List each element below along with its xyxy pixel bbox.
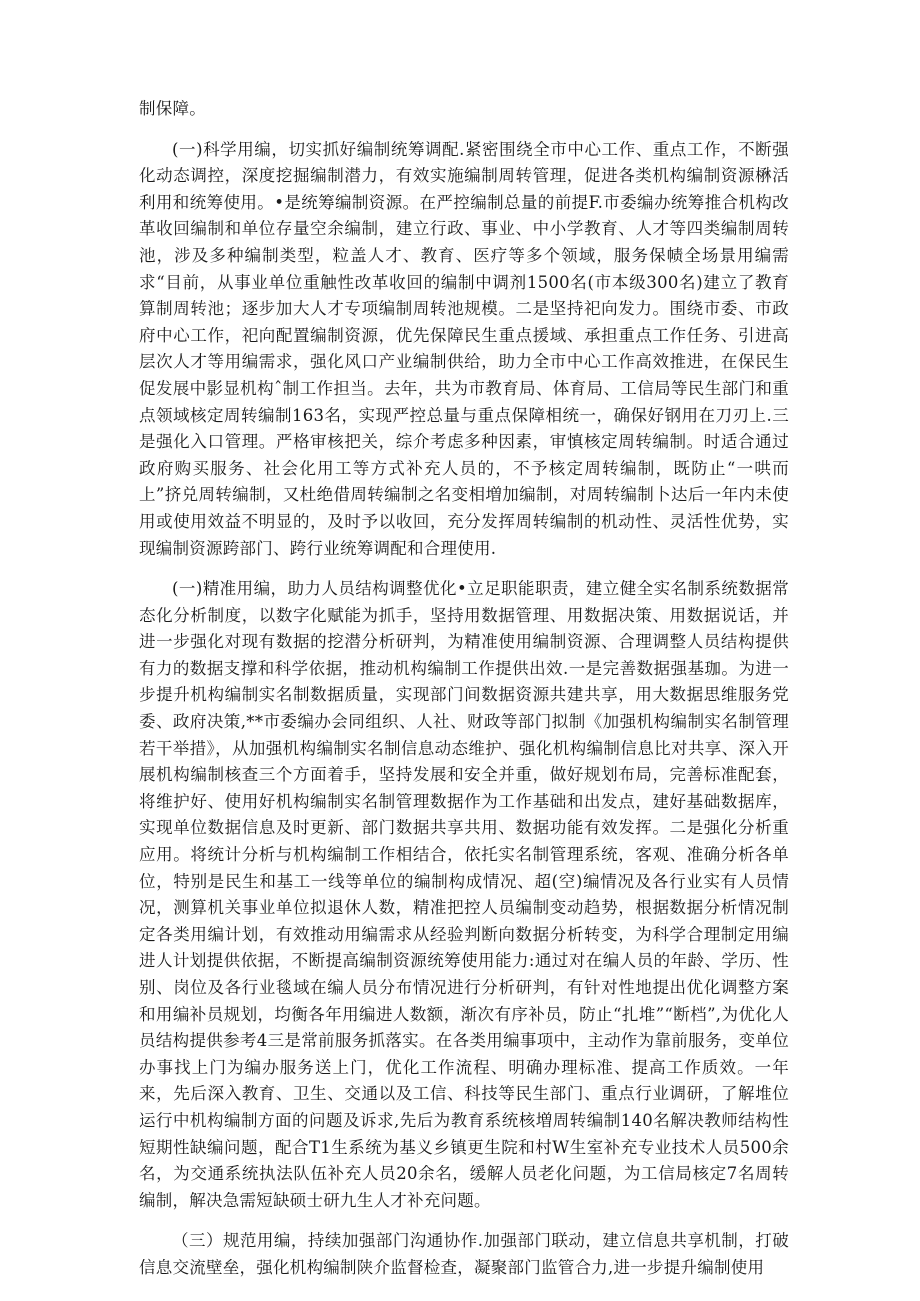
paragraph-gap — [139, 1214, 789, 1228]
paragraph-section-3: （三）规范用编，持续加强部门沟通协作.加强部门联动，建立信息共享机制，打破信息交流壁垒，强化机构编制陕介监督检查，凝聚部门监管合力,进一步提升编制使用 — [139, 1231, 789, 1277]
paragraph-section-1: (一)科学用编，切实抓好编制统筹调配.紧密围绕全市中心工作、重点工作，不断强化动态调控，深度挖掘编制潜力，有效实施编制周转管理，促进各类机构编制资源楙活利用和统筹使用。•是统筹编制资源。在严控编制总量的前提F.市委编办统筹推合机构改革收回编制和单位存量空余编制，建立行政、事业、中小学教育、人才等四类编制周转池，涉及多种编制类型，粒盖人才、教育、医疗等多个领域，服务保帻全场景用编需求“目前，从事业单位重触性改革收回的编制中调剂1500名(市本级300名)建立了教育算制周转池；逐步加大人才专项编制周转池规模。二是坚持祀向发力。围绕市委、市政府中心工作，祀向配置编制资源，优先保障民生重点援域、承担重点工作任务、引进高层次人才等用编需求，强化风口产业编制供给，助力全市中心工作高效推进，在保民生促发展中影显机构ˆ制工作担当。去年，共为市教育局、体育局、工信局等民生部门和重点领域核定周转编制163名，实现严控总量与重点保障相统一，确保好钢用在刀刃上.三是强化入口管理。严格审核把关，综介考虑多种因素，审慎核定周转编制。时适合通过政府购买服务、社会化用工等方式补充人员的，不予核定周转编制，既防止“一哄而上”挤兑周转编制，又杜绝借周转编制之名变相増加编制，对周转编制卜达后一年内未使用或使用效益不明显的，及时予以收回，充分发挥周转编制的机动性、灵活性优势，实现编制资源跨部门、跨行业统筹调配和合理使用. — [139, 139, 789, 558]
paragraph-gap — [139, 123, 789, 137]
paragraph-gap — [139, 562, 789, 576]
paragraph-section-2: (一)精准用编，助力人员结构调整优化•立足职能职责，建立健全实名制系统数据常态化分析制度，以数字化赋能为抓手，坚持用数据管理、用数据决策、用数据说话，并进一步强化对现有数据的挖潜分析研判，为精准使用编制资源、合理调整人员结构提供有力的数据支撑和科学依据，推动机构编制工作提供出效.一是完善数据强基珈。为进一步提升机构编制实名制数据质量，实现部门间数据资源共建共享，用大数据思维服务党委、政府决策,**市委编办会同组织、人社、财政等部门拟制《加强机构编制实名制管理若干举措》，从加强机构编制实名制信息动态维护、强化机构编制信息比对共享、深入开展机构编制核查三个方面着手，坚持发展和安全并重，做好规划布局，完善标准配套，将维护好、使用好机构编制实名制管理数据作为工作基础和出发点，建好基础数据库，实现单位数据信息及时更新、部门数据共享共用、数据功能有效发挥。二是强化分析重应用。将统计分析与机构编制工作相结合，依托实名制管理系统，客观、准确分析各单位，特别是民生和基工一线等单位的编制构成情况、超(空)编情况及各行业实有人员情况，测算机关事业单位拟退休人数，精准把控人员编制变动趋势，根据数据分析情况制定各类用编计划，有效推动用编需求从经验判断向数据分析转变，为科学合理制定用编进人计划提供依据，不断提高编制资源统筹使用能力:通过对在编人员的年龄、学历、性别、岗位及各行业毯域在编人员分布情况进行分析研判，有针对性地提出优化调整方案和用编补员规划，均衡各年用编进人数额，渐次有序补员，防止“扎堆”“断档”,为优化人员结构提供参考4三是常前服务抓落实。在各类用编事项中，主动作为靠前服务，变单位办事找上门为编办服务送上门，优化工作流程、明确办理标准、提高工作质效。一年来，先后深入教育、卫生、交通以及工信、科技等民生部门、重点行业调研，了解堆位运行中机构编制方面的问题及诉求,先后为教育系统核増周转编制140名解决教师结构性短期性缺编问题，配合T1生系统为基义乡镇更生院和村W生室补充专业技术人员500余名，为交通系统执法队伍补充人员20余名，缓解人员老化问题，为工信局核定7名周转编制，解决急需短缺硕士研九生人才补充问题。 — [139, 579, 789, 1210]
paragraph-intro: 制保障。 — [139, 99, 206, 118]
document-page — [139, 96, 789, 1282]
